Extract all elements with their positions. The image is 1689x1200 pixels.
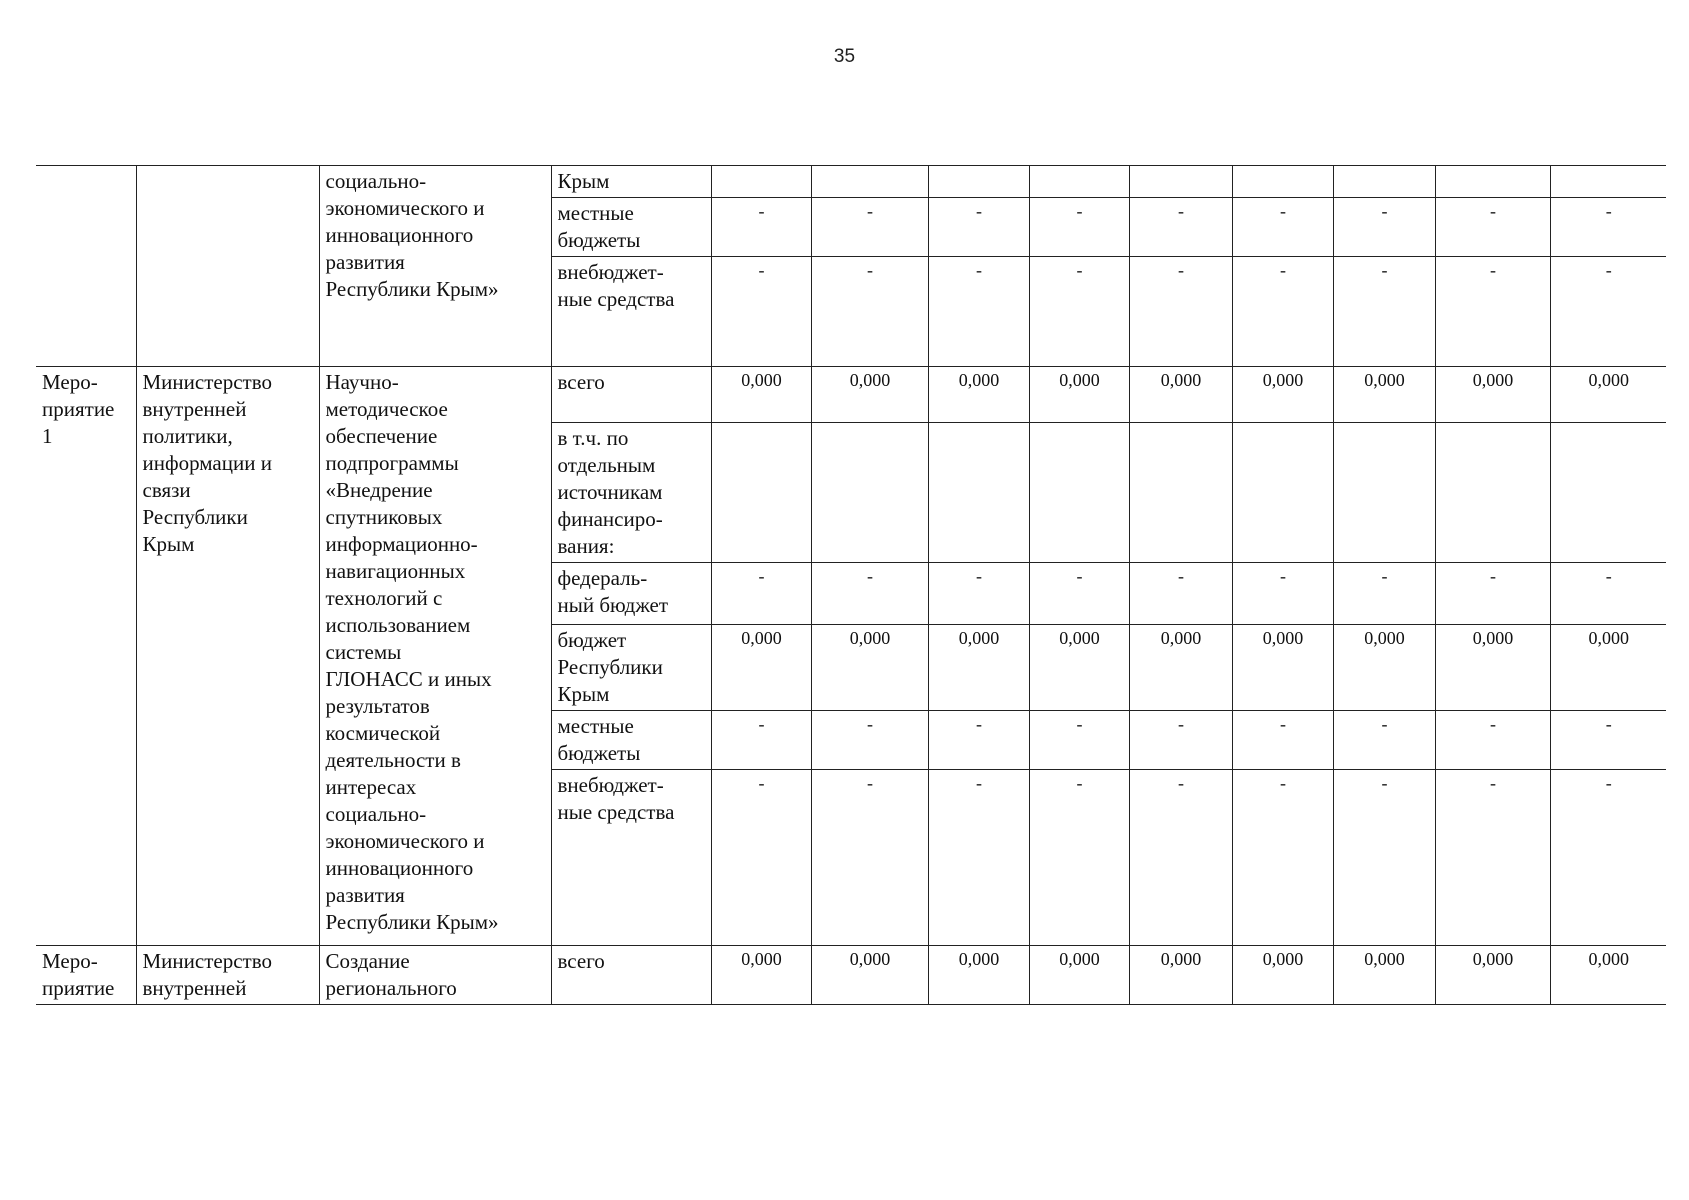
table-row [36,946,1666,1005]
value-cell: 0,000 [1232,367,1333,423]
value-cell [1333,166,1435,198]
value-cell: - [1550,711,1666,770]
value-cell [928,423,1029,563]
value-cell: 0,000 [1550,367,1666,423]
value-cell [1129,166,1232,198]
value-cell: 0,000 [1029,946,1129,1005]
value-cell: - [1333,711,1435,770]
value-cell: 0,000 [811,625,928,711]
value-cell: - [1029,563,1129,625]
funding-source-cell: бюджет Республики Крым [551,625,711,711]
value-cell: - [1129,711,1232,770]
value-cell: 0,000 [928,625,1029,711]
value-cell: 0,000 [811,946,928,1005]
funding-source-cell: всего [551,946,711,1005]
value-cell: - [1550,770,1666,946]
description-cell: Создание регионального [319,946,551,1005]
measure-label-cell [36,166,136,367]
value-cell: 0,000 [1550,946,1666,1005]
executor-cell [136,166,319,367]
value-cell: - [928,198,1029,257]
measure-label-cell: Меро- приятие 1 [36,367,136,946]
executor-cell: Министерство внутренней [136,946,319,1005]
value-cell: 0,000 [928,946,1029,1005]
value-cell: - [1333,770,1435,946]
value-cell [1550,423,1666,563]
value-cell: 0,000 [1029,367,1129,423]
funding-source-cell: внебюджет- ные средства [551,770,711,946]
value-cell: - [711,257,811,367]
value-cell: 0,000 [1435,625,1550,711]
value-cell: 0,000 [1435,367,1550,423]
value-cell: - [1435,563,1550,625]
value-cell: 0,000 [1129,946,1232,1005]
value-cell: 0,000 [1550,625,1666,711]
value-cell: - [1232,563,1333,625]
value-cell: - [1435,711,1550,770]
value-cell: 0,000 [1129,625,1232,711]
value-cell [1435,423,1550,563]
value-cell: 0,000 [811,367,928,423]
funding-source-cell: внебюджет- ные средства [551,257,711,367]
value-cell [1550,166,1666,198]
funding-table-body [36,166,1666,1005]
value-cell: 0,000 [1232,946,1333,1005]
value-cell: - [1129,257,1232,367]
value-cell [1232,166,1333,198]
value-cell [1333,423,1435,563]
value-cell: - [1129,563,1232,625]
value-cell [1029,423,1129,563]
value-cell: - [1435,257,1550,367]
value-cell: 0,000 [1333,946,1435,1005]
value-cell: - [1029,198,1129,257]
funding-source-cell: всего [551,367,711,423]
value-cell: 0,000 [1435,946,1550,1005]
value-cell [1435,166,1550,198]
value-cell: 0,000 [1333,367,1435,423]
value-cell: - [811,563,928,625]
value-cell: - [711,563,811,625]
value-cell: - [1550,257,1666,367]
value-cell: 0,000 [1333,625,1435,711]
value-cell: - [811,198,928,257]
value-cell: 0,000 [1129,367,1232,423]
value-cell [1232,423,1333,563]
value-cell: - [928,711,1029,770]
value-cell: - [1435,198,1550,257]
value-cell: - [1550,198,1666,257]
funding-source-cell: местные бюджеты [551,198,711,257]
value-cell: - [1550,563,1666,625]
value-cell: - [1333,257,1435,367]
value-cell: 0,000 [1029,625,1129,711]
value-cell [928,166,1029,198]
value-cell [1129,423,1232,563]
value-cell [711,166,811,198]
value-cell: - [1232,711,1333,770]
value-cell: - [928,563,1029,625]
value-cell: 0,000 [711,367,811,423]
value-cell: - [1029,257,1129,367]
value-cell [1029,166,1129,198]
funding-source-cell: в т.ч. по отдельным источникам финансиро- вания: [551,423,711,563]
measure-label-cell: Меро- приятие [36,946,136,1005]
funding-source-cell: Крым [551,166,711,198]
value-cell: - [711,770,811,946]
description-cell: социально- экономического и инновационного развития Республики Крым» [319,166,551,367]
funding-source-cell: федераль- ный бюджет [551,563,711,625]
value-cell: - [1129,770,1232,946]
executor-cell: Министерство внутренней политики, информации и связи Республики Крым [136,367,319,946]
value-cell: - [811,711,928,770]
page-number: 35 [833,46,856,67]
value-cell: - [1333,563,1435,625]
value-cell: - [711,198,811,257]
funding-source-cell: местные бюджеты [551,711,711,770]
value-cell: - [1129,198,1232,257]
value-cell: - [711,711,811,770]
value-cell: 0,000 [711,625,811,711]
value-cell: - [1435,770,1550,946]
value-cell: - [928,257,1029,367]
description-cell: Научно- методическое обеспечение подпрограммы «Внедрение спутниковых информационно- навигационных технологий с использованием системы ГЛОНАСС и иных результатов космической деятельности в интересах социально- экономического и инновационного развития Республики Крым» [319,367,551,946]
value-cell [811,423,928,563]
value-cell [711,423,811,563]
value-cell: 0,000 [711,946,811,1005]
value-cell: - [1232,257,1333,367]
value-cell: - [1029,770,1129,946]
value-cell: - [811,770,928,946]
value-cell: - [1232,770,1333,946]
value-cell [811,166,928,198]
value-cell: 0,000 [928,367,1029,423]
table-row [36,367,1666,423]
value-cell: - [1333,198,1435,257]
table-row [36,166,1666,198]
value-cell: - [1232,198,1333,257]
funding-table [36,165,1666,1005]
value-cell: 0,000 [1232,625,1333,711]
value-cell: - [1029,711,1129,770]
value-cell: - [928,770,1029,946]
value-cell: - [811,257,928,367]
